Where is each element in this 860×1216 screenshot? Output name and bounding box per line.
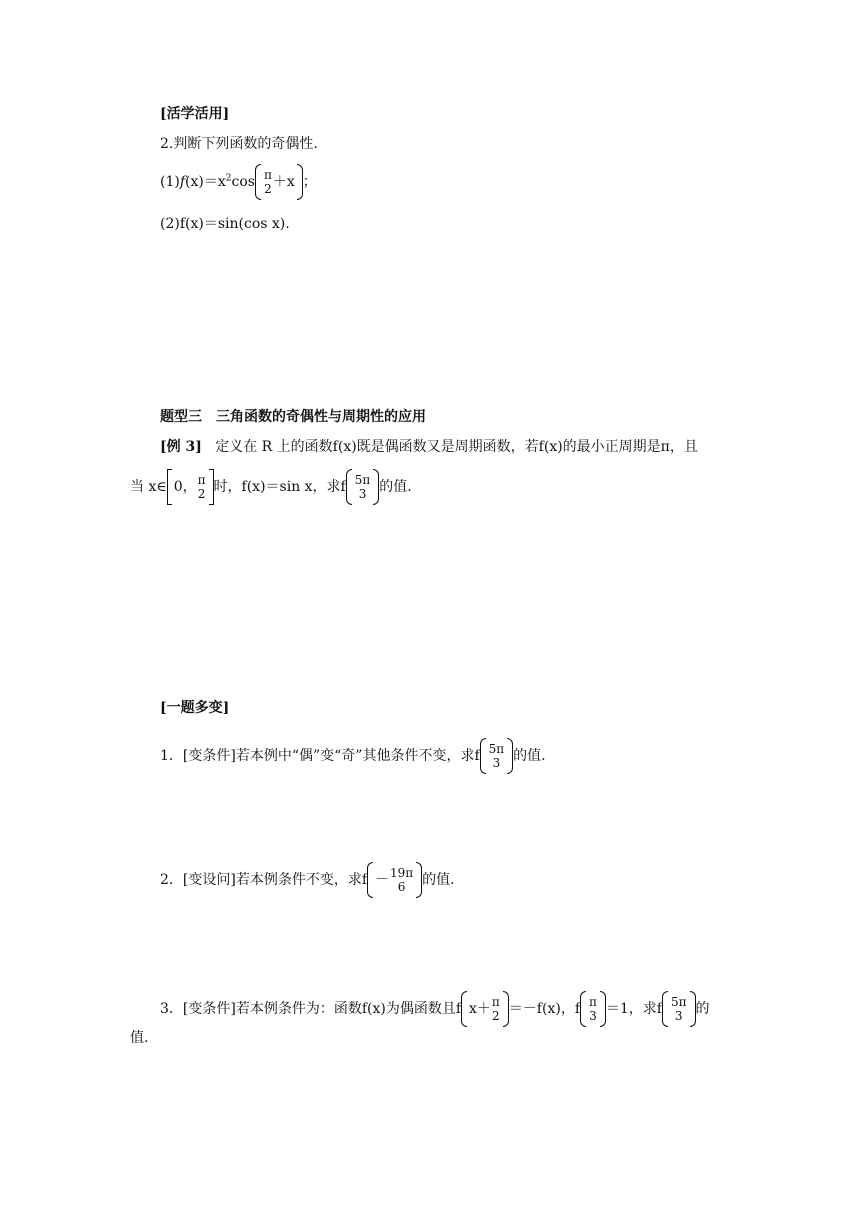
section-heading-variants: [一题多变] [160, 700, 230, 716]
variant-2-end: 的值. [422, 872, 455, 888]
section-heading-type3: 题型三 三角函数的奇偶性与周期性的应用 [160, 409, 426, 425]
v3-fraction-3 [671, 995, 687, 1023]
q1-square: 2 [225, 173, 232, 184]
v3-x-plus: x＋ [469, 1001, 491, 1017]
v3-paren-group-1 [461, 989, 509, 1029]
variant-3-wrap: 值. [130, 1030, 149, 1046]
example-line-1 [160, 437, 698, 457]
variant-3 [160, 989, 710, 1029]
example-tag: [例 3] [160, 439, 202, 455]
ex-value-group [346, 469, 380, 505]
q1-den: 2 [264, 182, 272, 196]
ex-value-num: 5π [354, 473, 371, 487]
ex-value-fraction [355, 473, 371, 501]
v3-paren-group-2 [580, 991, 606, 1027]
interval-num: π [197, 473, 206, 487]
v1-fraction [489, 742, 505, 770]
v3-den-2: 3 [589, 1009, 597, 1023]
question-part-2: (2)f(x)＝sin(cos x). [160, 216, 290, 232]
example-text-2a: 当 x∈ [130, 479, 167, 495]
v2-num: 19π [390, 866, 414, 880]
v3-den-3: 3 [674, 1009, 683, 1023]
variant-3-mid-1: ＝－f(x)，f [508, 1001, 580, 1017]
section-heading-practice: [活学活用] [160, 106, 230, 122]
q1-eq: (x)＝x [185, 174, 226, 190]
v2-paren-group [367, 860, 422, 900]
ex-value-den: 3 [358, 487, 367, 501]
example-line-2 [130, 466, 412, 508]
interval-fraction [198, 473, 206, 501]
interval-left: 0， [173, 479, 197, 495]
v1-num: 5π [488, 742, 505, 756]
v3-num-3: 5π [670, 995, 687, 1009]
v3-den-1: 2 [492, 1009, 500, 1023]
variant-2-text: 2．[变设问]若本例条件不变，求f [160, 872, 368, 888]
q1-paren-group [255, 164, 303, 200]
variant-3-mid-2: ＝1，求f [605, 1001, 662, 1017]
q1-plus-x: ＋x [272, 174, 295, 190]
v1-paren-group [480, 738, 514, 774]
q1-fraction [264, 168, 272, 196]
variant-1 [160, 736, 546, 776]
example-text-1: 定义在 R 上的函数f(x)既是偶函数又是周期函数，若f(x)的最小正周期是π，且 [215, 439, 698, 455]
q1-f: f [179, 174, 186, 190]
v3-fraction-2 [589, 995, 597, 1023]
interval-group [167, 466, 214, 508]
v2-fraction [390, 866, 413, 894]
q1-prefix: (1) [160, 174, 180, 190]
v3-fraction-1 [492, 995, 500, 1023]
q1-cos: cos [231, 174, 255, 190]
interval-den: 2 [197, 487, 206, 501]
v3-num-2: π [589, 995, 597, 1009]
example-text-2b: 时，f(x)＝sin x，求f [213, 479, 346, 495]
variant-1-text: 1．[变条件]若本例中“偶”变“奇”其他条件不变，求f [160, 748, 480, 764]
v3-num-1: π [491, 995, 500, 1009]
variant-1-end: 的值. [513, 748, 546, 764]
v1-den: 3 [492, 756, 501, 770]
v2-den: 6 [397, 880, 406, 894]
q1-num: π [263, 168, 272, 182]
example-text-2c: 的值. [379, 479, 412, 495]
v3-paren-group-3 [662, 991, 696, 1027]
q1-end: ； [302, 174, 317, 190]
variant-3-text: 3．[变条件]若本例条件为：函数f(x)为偶函数且f [160, 1001, 462, 1017]
question-intro: 2.判断下列函数的奇偶性. [160, 136, 318, 152]
v2-minus: － [375, 872, 390, 888]
variant-3-end: 的 [695, 1001, 710, 1017]
question-part-1 [160, 164, 317, 200]
variant-2 [160, 860, 455, 900]
